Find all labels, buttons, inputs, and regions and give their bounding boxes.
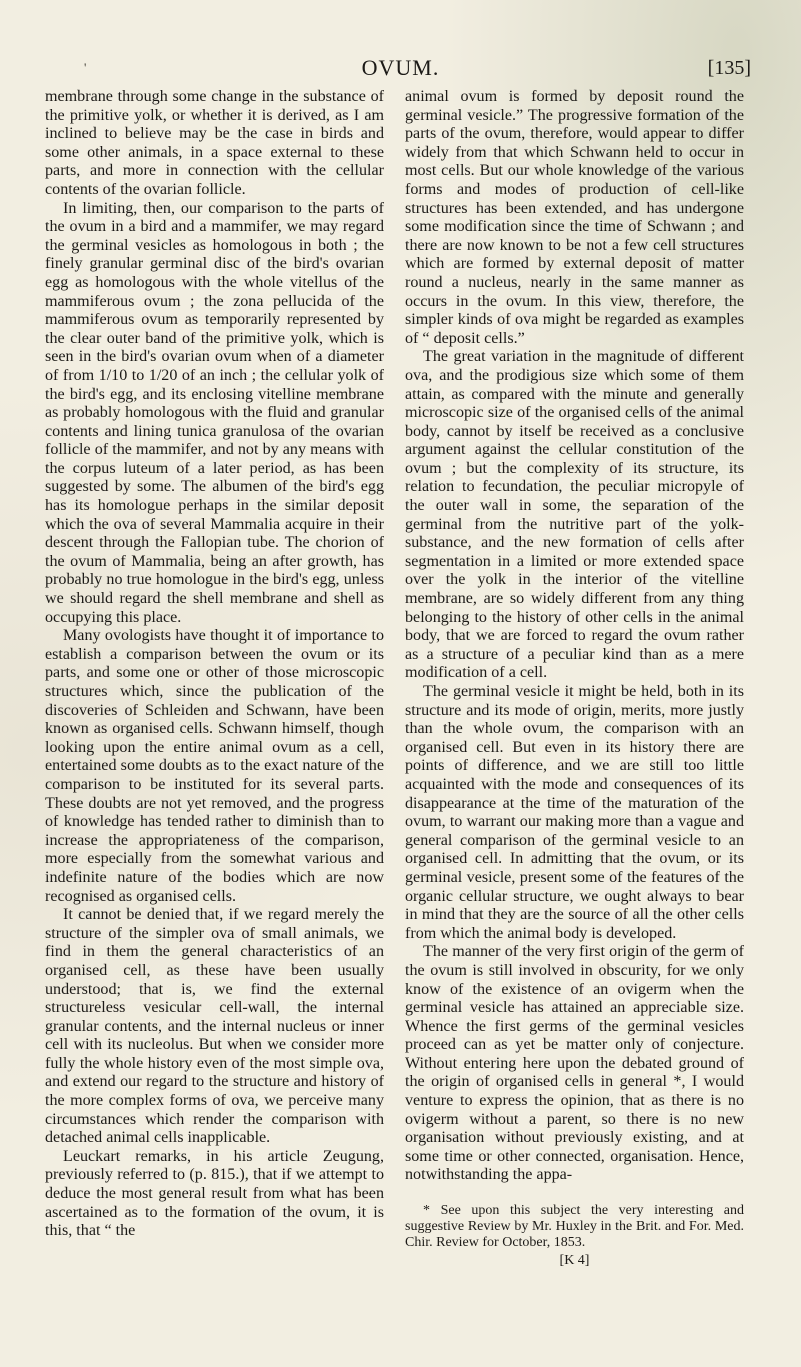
running-title: OVUM. xyxy=(361,55,440,80)
page-number: [135] xyxy=(707,57,751,79)
right-column xyxy=(405,88,744,1269)
left-column xyxy=(45,88,384,1241)
paragraph: Leuckart remarks, in his article Zeugung, previously referred to (p. 815.), that if we attempt to deduce the most general result from what has been ascertained as to the formation of the ovum, it is this, that “ the xyxy=(45,1147,384,1240)
signature-mark: [K 4] xyxy=(559,1253,590,1269)
footnote: * See upon this subject the very interesting and suggestive Review by Mr. Huxley in the Brit. and For. Med. Chir. Review for October, 1853. xyxy=(405,1203,744,1251)
margin-mark: ' xyxy=(84,60,87,75)
paragraph: In limiting, then, our comparison to the parts of the ovum in a bird and a mammifer, we may regard the germinal vesicles as homologous in both ; the finely granular germinal disc of the bird's ovarian egg as homologous with the whole vitellus of the mammiferous ovum ; the zona pellucida of the mammiferous ovum as temporarily represented by the clear outer band of the primitive yolk, which is seen in the bird's ovarian ovum when of a diameter of from 1/10 to 1/20 of an inch ; the cellular yolk of the bird's egg, and its enclosing vitelline membrane as probably homologous with the fluid and granular contents and lining tunica granulosa of the ovarian follicle of the mammifer, and not by any means with the corpus luteum of a later period, as has been suggested by some. The albumen of the bird's egg has its homologue perhaps in the similar deposit which the ova of several Mammalia acquire in their descent through the Fallopian tube. The chorion of the ovum of Mammalia, being an after growth, has probably no true homologue in the bird's egg, unless we should regard the shell membrane and shell as occupying this place. xyxy=(45,199,384,626)
paragraph: Many ovologists have thought it of importance to establish a comparison between the ovum or its parts, and some one or other of those microscopic structures which, since the publication of the discoveries of Schleiden and Schwann, have been known as organised cells. Schwann himself, though looking upon the entire animal ovum as a cell, entertained some doubts as to the exact nature of the comparison to be instituted for its several parts. These doubts are not yet removed, and the progress of knowledge has tended rather to diminish than to increase the appropriateness of the comparison, more especially from the somewhat various and indefinite nature of the bodies which are now recognised as organised cells. xyxy=(45,627,384,905)
paragraph: It cannot be denied that, if we regard merely the structure of the simpler ova of small animals, we find in them the general characteristics of an organised cell, as these have been usually understood; that is, we find the external structureless vesicular cell-wall, the internal granular contents, and the internal nucleus or inner cell with its nucleolus. But when we consider more fully the whole history even of the most simple ova, and extend our regard to the structure and history of the more complex forms of ova, we perceive many circumstances which render the comparison with detached animal cells inapplicable. xyxy=(45,906,384,1147)
paragraph: The germinal vesicle it might be held, both in its structure and its mode of origin, merits, more justly than the whole ovum, the comparison with an organised cell. But even in its history there are points of difference, and we are still too little acquainted with the mode and consequences of its disappearance at the time of the maturation of the ovum, to warrant our making more than a vague and general comparison of the germinal vesicle to an organised cell. In admitting that the ovum, or its germinal vesicle, present some of the features of the organic cellular structure, we ought always to bear in mind that they are the source of all the other cells from which the animal body is developed. xyxy=(405,683,744,942)
paragraph: The great variation in the magnitude of different ova, and the prodigious size which some of them attain, as compared with the minute and generally microscopic size of the organised cells of the animal body, cannot by itself be received as a conclusive argument against the cellular constitution of the ovum ; but the complexity of its structure, its relation to fecundation, the peculiar micropyle of the outer wall in some, the separation of the germinal from the nutritive part of the yolk-substance, and the new formation of cells after segmentation in a limited or more extended space over the yolk in the interior of the vitelline membrane, are so widely different from any thing belonging to the history of other cells in the animal body, that we are forced to regard the ovum rather as a structure of a peculiar kind than as a mere modification of a cell. xyxy=(405,348,744,682)
paragraph: membrane through some change in the substance of the primitive yolk, or whether it is derived, as I am inclined to believe may be the case in birds and some other animals, in a space external to these parts, and more in connection with the cellular contents of the ovarian follicle. xyxy=(45,88,384,198)
paragraph: The manner of the very first origin of the germ of the ovum is still involved in obscurity, for we only know of the existence of an ovigerm when the germinal vesicle has attained an appreciable size. Whence the first germs of the germinal vesicles proceed can as yet be matter only of conjecture. Without entering here upon the debated ground of the origin of organised cells in general *, I would venture to express the opinion, that as there is no ovigerm without a parent, so there is no new organisation without previously existing, and at some time or other connected, organisation. Hence, notwithstanding the appa- xyxy=(405,943,744,1184)
paragraph: animal ovum is formed by deposit round the germinal vesicle.” The progressive formation of the parts of the ovum, therefore, would appear to differ widely from that which Schwann held to occur in most cells. But our whole knowledge of the various forms and modes of production of cell-like structures has been extended, and has undergone some modification since the time of Schwann ; and there are now known to be not a few cell structures which are formed by external deposit of matter round a nucleus, nearly in the same manner as occurs in the ovum. In this view, therefore, the simpler kinds of ova might be regarded as examples of “ deposit cells.” xyxy=(405,88,744,347)
